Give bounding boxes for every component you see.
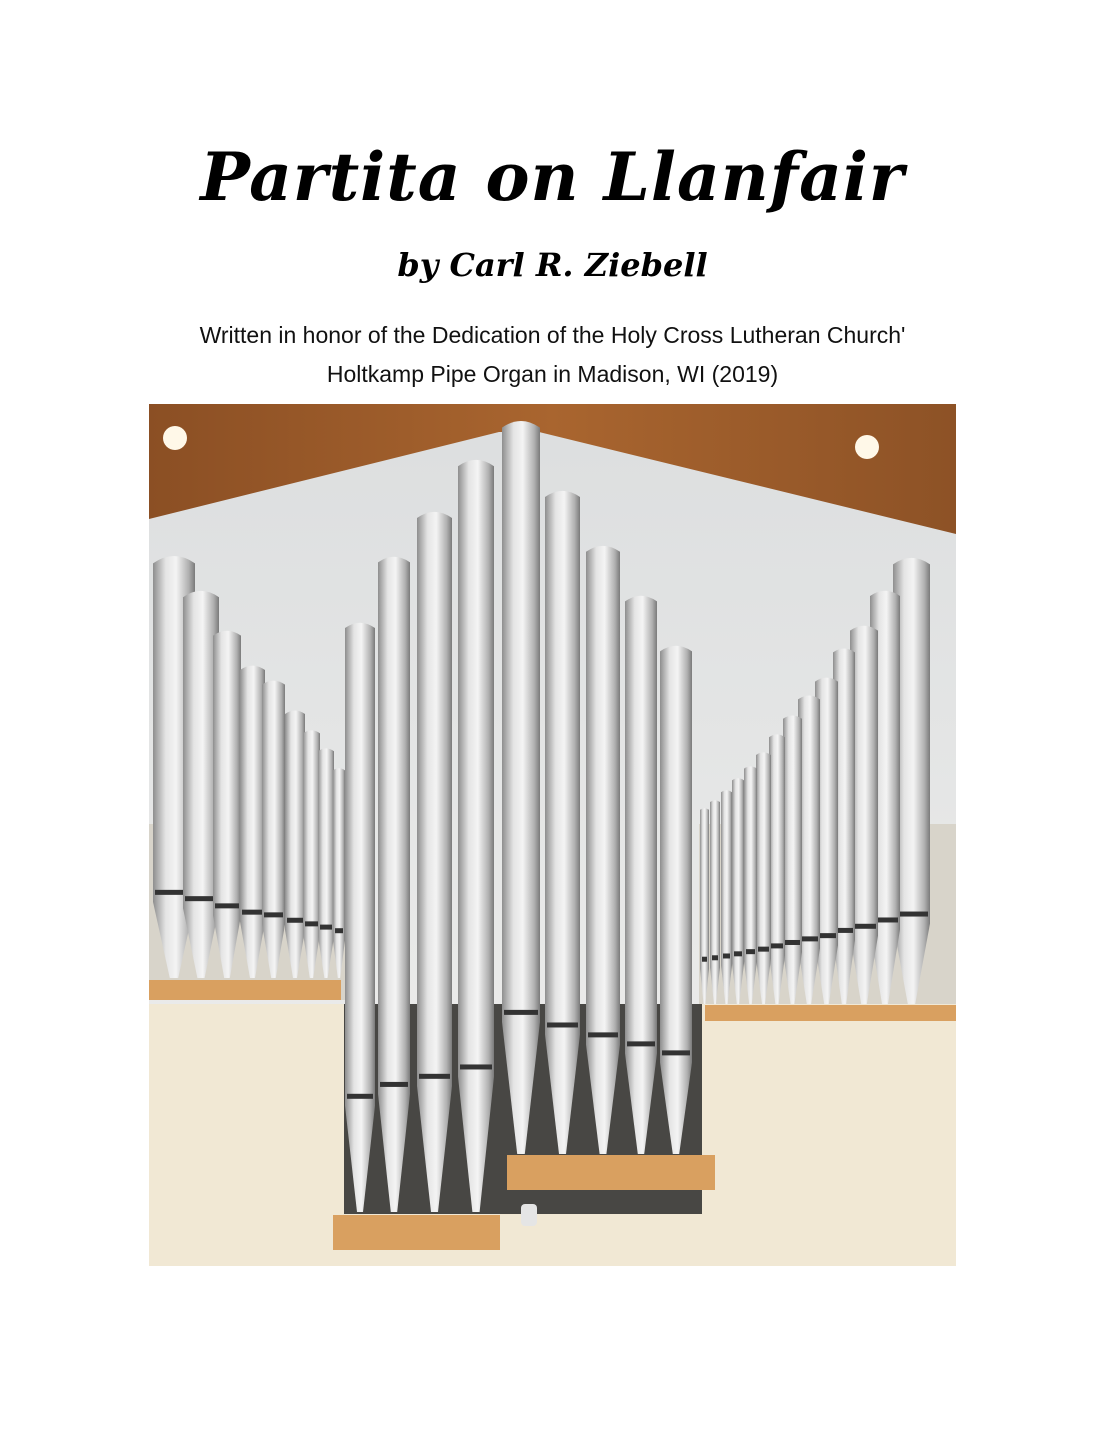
organ-pipe bbox=[417, 512, 452, 1212]
organ-pipe bbox=[769, 734, 785, 1004]
pipe-mouth bbox=[335, 928, 343, 933]
pipe-mouth bbox=[242, 910, 263, 915]
organ-pipe bbox=[345, 623, 375, 1212]
pipe-mouth bbox=[723, 953, 730, 958]
pipe-mouth bbox=[185, 896, 217, 901]
organ-pipe bbox=[660, 646, 692, 1154]
pipe-mouth bbox=[460, 1064, 492, 1069]
organ-pipe bbox=[303, 730, 320, 978]
pipe-mouth bbox=[380, 1082, 408, 1087]
organ-pipe bbox=[213, 631, 241, 978]
pipe-mouth bbox=[712, 955, 718, 960]
organ-pipe bbox=[721, 790, 732, 1004]
pipe-mouth bbox=[746, 949, 755, 954]
organ-pipe bbox=[625, 596, 657, 1154]
pipe-mouth bbox=[215, 903, 239, 908]
composer-byline: by Carl R. Ziebell bbox=[397, 246, 708, 284]
pipe-mouth bbox=[504, 1010, 538, 1015]
organ-pipe bbox=[333, 768, 345, 978]
pipe-mouth bbox=[287, 918, 303, 923]
pipe-mouth bbox=[800, 936, 818, 941]
pipe-mouth bbox=[702, 957, 707, 962]
organ-pipe bbox=[318, 748, 334, 978]
pipe-mouth bbox=[305, 921, 318, 926]
pipe-mouth bbox=[264, 912, 283, 917]
organ-pipe bbox=[545, 491, 580, 1154]
camera bbox=[521, 1204, 537, 1226]
ceiling-light-right bbox=[855, 435, 879, 459]
pipe-mouth bbox=[662, 1050, 690, 1055]
dedication-text bbox=[0, 316, 1105, 394]
pipe-mouth bbox=[347, 1094, 373, 1099]
organ-pipe bbox=[262, 681, 285, 978]
organ-pipe bbox=[756, 752, 771, 1004]
wood-ledge-left bbox=[149, 980, 341, 1000]
pipe-mouth bbox=[852, 924, 876, 929]
organ-pipe bbox=[378, 557, 410, 1212]
pipe-mouth bbox=[758, 947, 769, 952]
organ-pipe bbox=[710, 800, 720, 1004]
dedication-line-1: Written in honor of the Dedication of the Holy Cross Lutheran Church' bbox=[199, 322, 906, 348]
organ-pipe bbox=[744, 766, 757, 1004]
pipe-mouth bbox=[588, 1032, 618, 1037]
organ-pipe bbox=[783, 715, 802, 1004]
organ-pipe bbox=[586, 546, 620, 1154]
organ-pipe bbox=[700, 808, 709, 1004]
pipe-mouth bbox=[734, 951, 742, 956]
organ-pipe bbox=[458, 460, 494, 1212]
pipe-mouth bbox=[320, 925, 332, 930]
ceiling-light-left bbox=[163, 426, 187, 450]
wood-base-right bbox=[507, 1155, 715, 1190]
organ-pipe bbox=[285, 711, 305, 979]
organ-pipes-photo bbox=[149, 404, 956, 1266]
wood-ledge-right bbox=[705, 1005, 956, 1021]
pipe-mouth bbox=[771, 943, 783, 948]
organ-pipe bbox=[502, 421, 540, 1154]
wood-base-left bbox=[333, 1215, 500, 1250]
pipe-mouth bbox=[419, 1074, 450, 1079]
organ-pipe bbox=[732, 778, 744, 1004]
document-title: Partita on Llanfair bbox=[200, 138, 905, 216]
organ-pipe bbox=[240, 666, 265, 978]
pipe-mouth bbox=[547, 1022, 578, 1027]
pipe-mouth bbox=[627, 1041, 655, 1046]
pipe-mouth bbox=[785, 940, 800, 945]
dedication-line-2: Holtkamp Pipe Organ in Madison, WI (2019) bbox=[326, 361, 779, 387]
